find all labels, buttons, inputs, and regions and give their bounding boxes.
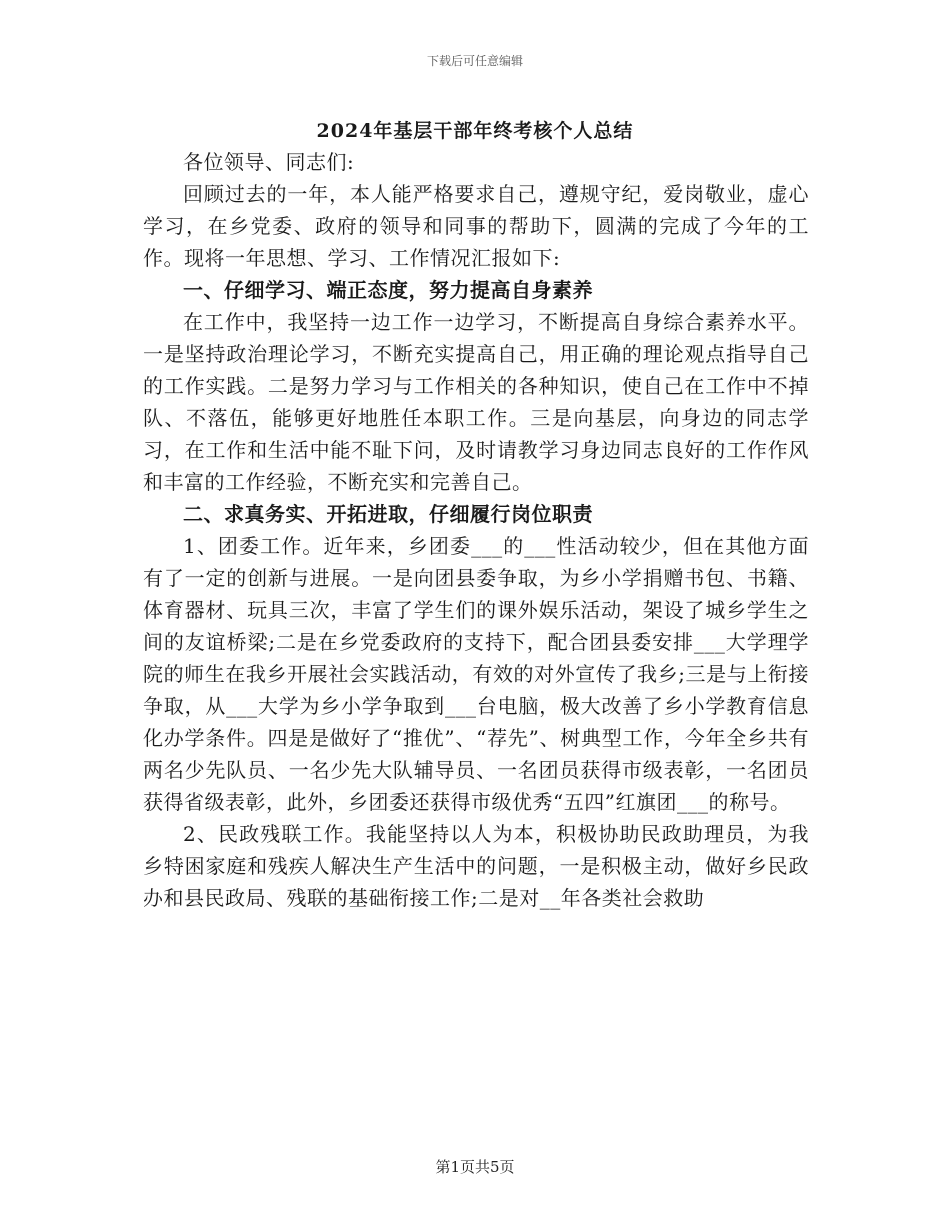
document-body: [143, 146, 809, 914]
page-number: 第1页共5页: [435, 1158, 515, 1176]
salutation: 各位领导、同志们:: [183, 150, 355, 174]
section-heading-1: 一、仔细学习、端正态度，努力提高自身素养: [183, 278, 593, 302]
download-note: 下载后可任意编辑: [426, 54, 523, 68]
paragraph-youth-league: 1、团委工作。近年来，乡团委___的___性活动较少，但在其他方面有了一定的创新与进展。一是向团县委争取，为乡小学捐赠书包、书籍、体育器材、玩具三次，丰富了学生们的课外娱乐活动，架设了城乡学生之间的友谊桥梁;二是在乡党委政府的支持下，配合团县委安排___大学理学院的师生在我乡开展社会实践活动，有效的对外宣传了我乡;三是与上衔接争取，从___大学为乡小学争取到___台电脑，极大改善了乡小学教育信息化办学条件。四是是做好了“推优”、“荐先”、树典型工作，今年全乡共有两名少先队员、一名少先大队辅导员、一名团员获得市级表彰，一名团员获得省级表彰，此外，乡团委还获得市级优秀“五四”红旗团___的称号。: [143, 534, 809, 814]
section-heading-2: 二、求真务实、开拓进取，仔细履行岗位职责: [183, 502, 593, 526]
paragraph-intro: 回顾过去的一年，本人能严格要求自己，遵规守纪，爱岗敬业，虚心学习，在乡党委、政府的领导和同事的帮助下，圆满的完成了今年的工作。现将一年思想、学习、工作情况汇报如下:: [143, 182, 809, 270]
paragraph-study: 在工作中，我坚持一边工作一边学习，不断提高自身综合素养水平。一是坚持政治理论学习，不断充实提高自己，用正确的理论观点指导自己的工作实践。二是努力学习与工作相关的各种知识，使自己在工作中不掉队、不落伍，能够更好地胜任本职工作。三是向基层，向身边的同志学习，在工作和生活中能不耻下问，及时请教学习身边同志良好的工作作风和丰富的工作经验，不断充实和完善自己。: [143, 310, 809, 494]
document-title: 2024年基层干部年终考核个人总结: [316, 120, 634, 142]
paragraph-civil-affairs: 2、民政残联工作。我能坚持以人为本，积极协助民政助理员，为我乡特困家庭和残疾人解决生产生活中的问题，一是积极主动，做好乡民政办和县民政局、残联的基础衔接工作;二是对__年各类社会救助: [143, 822, 809, 910]
